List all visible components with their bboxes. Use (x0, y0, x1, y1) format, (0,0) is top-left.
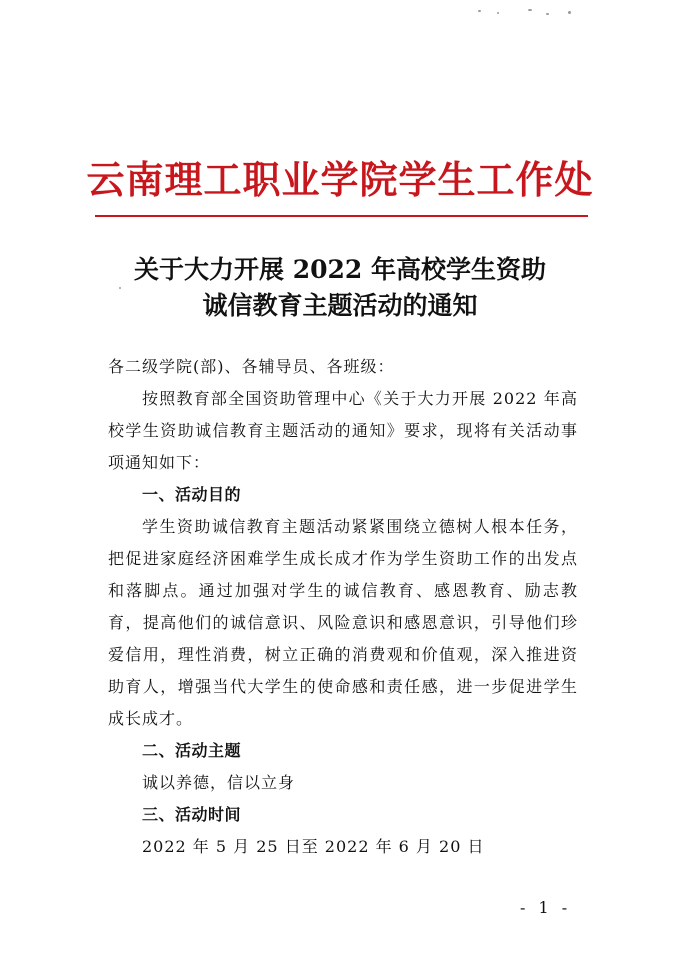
intro-paragraph: 按照教育部全国资助管理中心《关于大力开展 2022 年高校学生资助诚信教育主题活动的通知》要求，现将有关活动事项通知如下： (108, 389, 578, 472)
section-heading-purpose: 一、活动目的 (142, 485, 242, 504)
document-title-line-2: 诚信教育主题活动的通知 (202, 291, 478, 320)
scan-speck (497, 12, 499, 14)
scan-speck (568, 11, 571, 14)
section-paragraph-time: 2022 年 5 月 25 日至 2022 年 6 月 20 日 (142, 837, 485, 856)
document-body (108, 351, 578, 863)
issuing-organization-header: 云南理工职业学院学生工作处 (86, 157, 594, 202)
scan-speck (528, 9, 532, 11)
section-paragraph-purpose: 学生资助诚信教育主题活动紧紧围绕立德树人根本任务，把促进家庭经济困难学生成长成才作为学生资助工作的出发点和落脚点。通过加强对学生的诚信教育、感恩教育、励志教育，提高他们的诚信意识、风险意识和感恩意识，引导他们珍爱信用，理性消费，树立正确的消费观和价值观，深入推进资助育人，增强当代大学生的使命感和责任感，进一步促进学生成长成才。 (108, 517, 578, 728)
document-title (0, 252, 680, 324)
section-paragraph-theme: 诚以养德，信以立身 (142, 773, 296, 792)
document-title-line-1: 关于大力开展 2022 年高校学生资助 (134, 255, 546, 284)
section-heading-theme: 二、活动主题 (142, 741, 242, 760)
page-number: - 1 - (520, 898, 572, 917)
scan-speck (478, 10, 481, 12)
section-heading-time: 三、活动时间 (142, 805, 242, 824)
salutation: 各二级学院(部)、各辅导员、各班级： (108, 357, 395, 376)
scan-speck (546, 13, 549, 15)
header-divider-line (95, 215, 588, 217)
